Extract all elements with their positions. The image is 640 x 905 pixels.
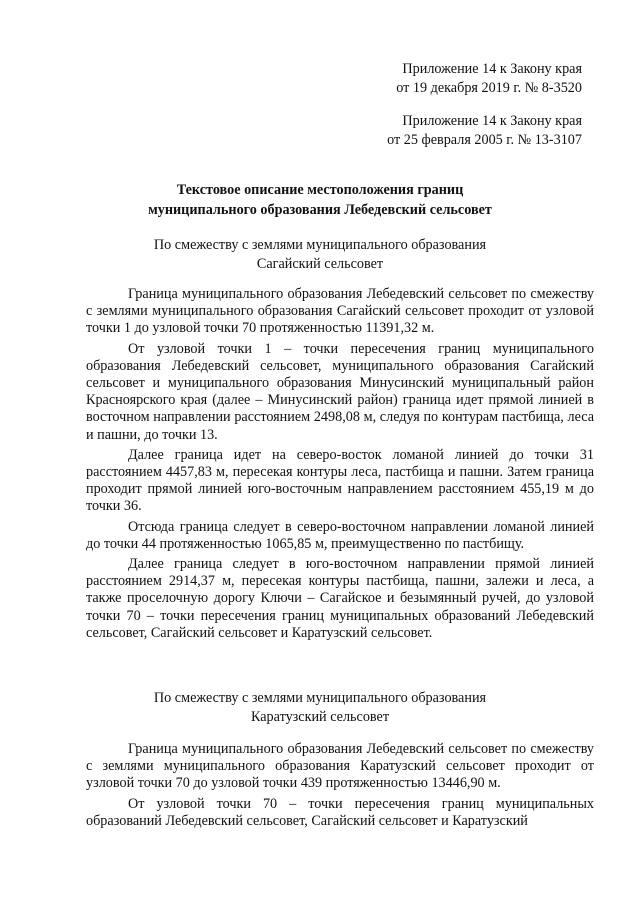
paragraph: Отсюда граница следует в северо-восточном направлении ломаной линией до точки 44 протяженностью 1065,85 м, преимущественно по пастбищу.	[86, 518, 594, 552]
section-2-heading-line-2: Каратузский сельсовет	[250, 709, 390, 725]
section-2-heading	[0, 689, 640, 727]
section-2-heading-line-1: По смежеству с землями муниципального образования	[153, 690, 487, 706]
section-1-heading	[0, 236, 640, 274]
title-line-1: Текстовое описание местоположения границ	[176, 182, 464, 198]
appendix-line-3: Приложение 14 к Закону края	[402, 113, 582, 129]
appendix-header	[387, 60, 582, 150]
appendix-line-4: от 25 февраля 2005 г. № 13-3107	[387, 132, 582, 148]
document-title	[0, 180, 640, 220]
paragraph: Граница муниципального образования Лебедевский сельсовет по смежеству с землями муниципального образования Сагайский сельсовет проходит от узловой точки 1 до узловой точки 70 протяженностью 11391,32 м.	[86, 286, 594, 337]
section-1-heading-line-1: По смежеству с землями муниципального образования	[153, 237, 487, 253]
paragraph: От узловой точки 70 – точки пересечения границ муниципальных образований Лебедевский сельсовет, Сагайский сельсовет и Каратузский	[86, 795, 594, 829]
section-2-body	[86, 741, 594, 833]
paragraph: Далее граница следует в юго-восточном направлении прямой линией расстоянием 2914,37 м, пересекая контуры пастбища, пашни, залежи и леса, а также проселочную дорогу Ключи – Сагайское и безымянный ручей, до узловой точки 70 – точки пересечения границ муниципальных образований Лебедевский сельсовет, Сагайский сельсовет и Каратузский сельсовет.	[86, 556, 594, 641]
title-line-2: муниципального образования Лебедевский сельсовет	[148, 202, 492, 218]
paragraph: От узловой точки 1 – точки пересечения границ муниципального образования Лебедевский сельсовет, муниципального образования Сагайский сельсовет и муниципального образования Минусинский муниципальный район Красноярского края (далее – Минусинский район) граница идет прямой линией в восточном направлении расстоянием 2498,08 м, следуя по контурам пастбища, леса и пашни, до точки 13.	[86, 340, 594, 443]
paragraph: Далее граница идет на северо-восток ломаной линией до точки 31 расстоянием 4457,83 м, пересекая контуры леса, пастбища и пашни. Затем граница проходит прямой линией юго-восточным направлением расстоянием 455,19 м до точки 36.	[86, 446, 594, 515]
section-1-body	[86, 286, 594, 645]
appendix-line-1: Приложение 14 к Закону края	[402, 61, 582, 77]
paragraph: Граница муниципального образования Лебедевский сельсовет по смежеству с землями муниципального образования Каратузский сельсовет проходит от узловой точки 70 до узловой точки 439 протяженностью 13446,90 м.	[86, 741, 594, 792]
section-1-heading-line-2: Сагайский сельсовет	[256, 256, 384, 272]
appendix-line-2: от 19 декабря 2019 г. № 8-3520	[396, 80, 582, 96]
